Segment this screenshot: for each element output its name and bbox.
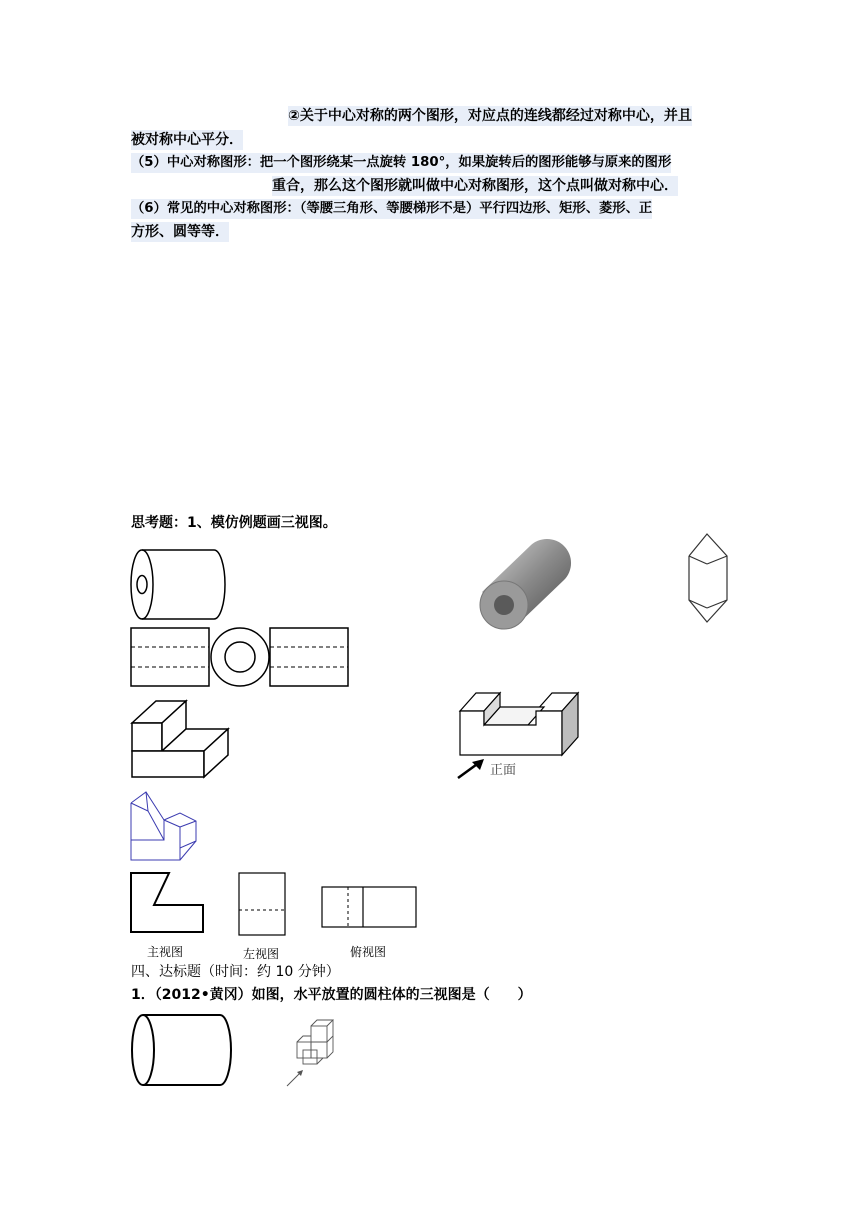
horizontal-cylinder-figure: [130, 1012, 235, 1090]
prism-figure: [683, 530, 733, 626]
text-line-4: 重合，那么这个图形就叫做中心对称图形，这个点叫做对称中心．: [272, 178, 678, 194]
text-line-6: 方形、圆等等．: [131, 224, 229, 240]
think-question-heading: 思考题：1、模仿例题画三视图。: [131, 515, 337, 531]
top-view-caption: 俯视图: [350, 945, 387, 959]
shaded-tube-figure: [472, 532, 572, 622]
front-arrow-icon: [456, 758, 486, 780]
top-view-drawing: [321, 886, 419, 930]
question-1: 1．（2012•黄冈）如图，水平放置的圆柱体的三视图是（ ）: [131, 987, 532, 1003]
l-block-figure: [130, 699, 240, 781]
section-4-heading: 四、达标题（时间：约 10 分钟）: [131, 964, 340, 980]
blue-l-block-figure: [130, 790, 202, 864]
text-line-2: 被对称中心平分．: [131, 132, 243, 148]
left-view-caption: 左视图: [243, 947, 280, 961]
text-line-3: （5）中心对称图形：把一个图形绕某一点旋转 180°，如果旋转后的图形能够与原来的图形: [131, 153, 671, 173]
hollow-cylinder-figure: [128, 547, 228, 623]
front-label: 正面: [490, 763, 517, 778]
u-block-figure: [458, 691, 583, 761]
hollow-cylinder-three-views: [130, 627, 352, 689]
text-line-5: （6）常见的中心对称图形：（等腰三角形、等腰梯形不是）平行四边形、矩形、菱形、正: [131, 199, 652, 219]
main-view-drawing: [129, 871, 207, 935]
main-view-caption: 主视图: [147, 945, 184, 959]
text-line-1: ②关于中心对称的两个图形，对应点的连线都经过对称中心，并且: [288, 108, 692, 124]
cube-stack-figure: [283, 1018, 339, 1090]
left-view-drawing: [238, 872, 288, 938]
